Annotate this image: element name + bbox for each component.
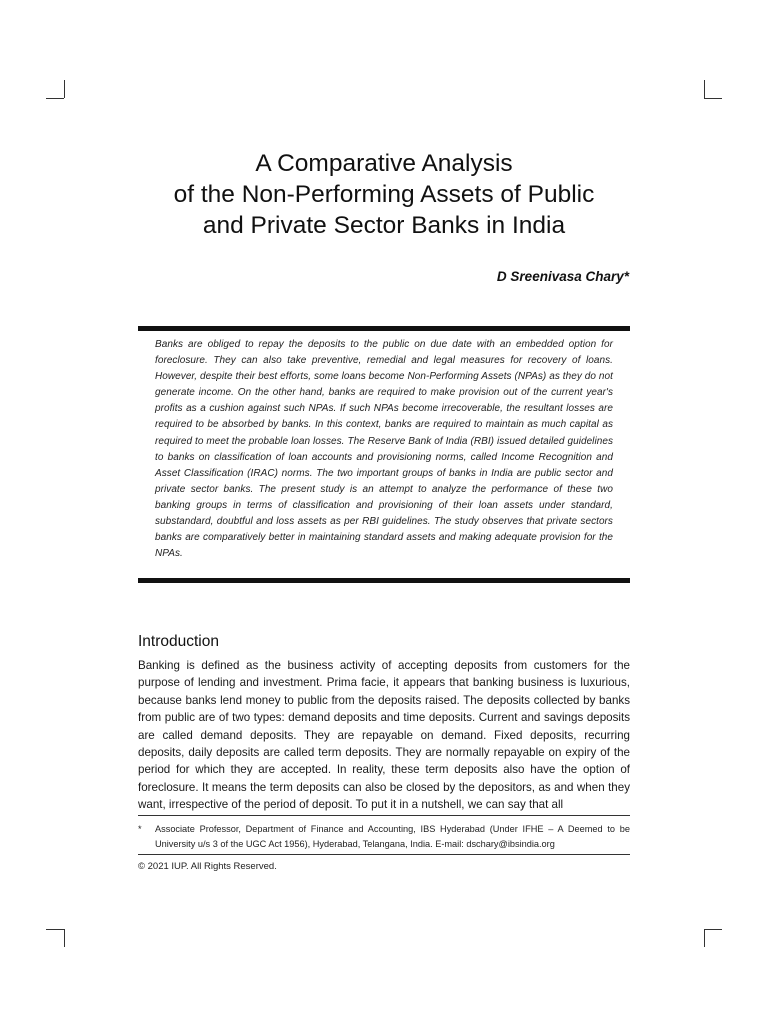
- section-heading-introduction: Introduction: [138, 633, 219, 650]
- introduction-text: Banking is defined as the business activity of accepting deposits from customers for the purpose of lending and investment. Prima facie, it appears that banking business is luxurious, because banks lend money to public from the deposits raised. The deposits collected by banks from public are of two types: demand deposits and time deposits. Current and savings deposits are called demand deposits. They are repayable on demand. Fixed deposits, recurring deposits, daily deposits are called term deposits. They are normally repayable on expiry of the period for which they are accepted. In reality, these term deposits also have the option of foreclosure. It means the term deposits can also be closed by the depositors, as and when they want, irrespective of the period of deposit. To put it in a nutshell, we can say that all: [138, 659, 630, 812]
- footnote-marker: *: [138, 824, 142, 834]
- crop-mark-bottom-right: [704, 929, 705, 947]
- crop-mark-bottom-right: [704, 929, 722, 930]
- abstract-text: Banks are obliged to repay the deposits to the public on due date with an embedded option for foreclosure. They can also take preventive, remedial and legal measures for recovery of loans. However, despite their best efforts, some loans become Non-Performing Assets (NPAs) as they do not generate income. On the other hand, banks are required to make provision out of the current year's profits as a cushion against such NPAs. If such NPAs become irrecoverable, the resultant losses are required to be absorbed by banks. In this context, banks are required to maintain as much capital as required to meet the probable loan losses. The Reserve Bank of India (RBI) issued detailed guidelines to banks on classification of loan accounts and provisioning norms, called Income Recognition and Asset Classification (IRAC) norms. The two important groups of banks in India are public sector and private sector banks. The present study is an attempt to analyze the performance of these two banking groups in terms of classification and provisioning of their loan assets under standard, substandard, doubtful and loss assets as per RBI guidelines. The study observes that private sectors banks are comparatively better in maintaining standard assets and making adequate provision for the NPAs.: [155, 339, 613, 560]
- crop-mark-top-right: [704, 98, 722, 99]
- crop-mark-bottom-left: [64, 929, 65, 947]
- copyright-rule: [138, 854, 630, 855]
- copyright-notice: © 2021 IUP. All Rights Reserved.: [138, 861, 277, 872]
- title-line: A Comparative Analysis: [255, 150, 513, 177]
- title-line: of the Non-Performing Assets of Public: [173, 181, 595, 208]
- abstract-bottom-rule: [138, 578, 630, 583]
- crop-mark-top-left: [46, 98, 64, 99]
- footnote: [138, 822, 630, 851]
- abstract-top-rule: [138, 326, 630, 331]
- crop-mark-bottom-left: [46, 929, 64, 930]
- crop-mark-top-left: [64, 80, 65, 98]
- paper-title: [100, 148, 668, 241]
- crop-mark-top-right: [704, 80, 705, 98]
- title-line: and Private Sector Banks in India: [202, 212, 566, 239]
- footnote-rule: [138, 815, 630, 816]
- footnote-text: Associate Professor, Department of Finance and Accounting, IBS Hyderabad (Under IFHE – A Deemed to be University u/s 3 of the UGC Act 1956), Hyderabad, Telangana, India. E-mail: dschary@ibsindia.org: [155, 824, 630, 849]
- author-name: D Sreenivasa Chary*: [496, 269, 629, 284]
